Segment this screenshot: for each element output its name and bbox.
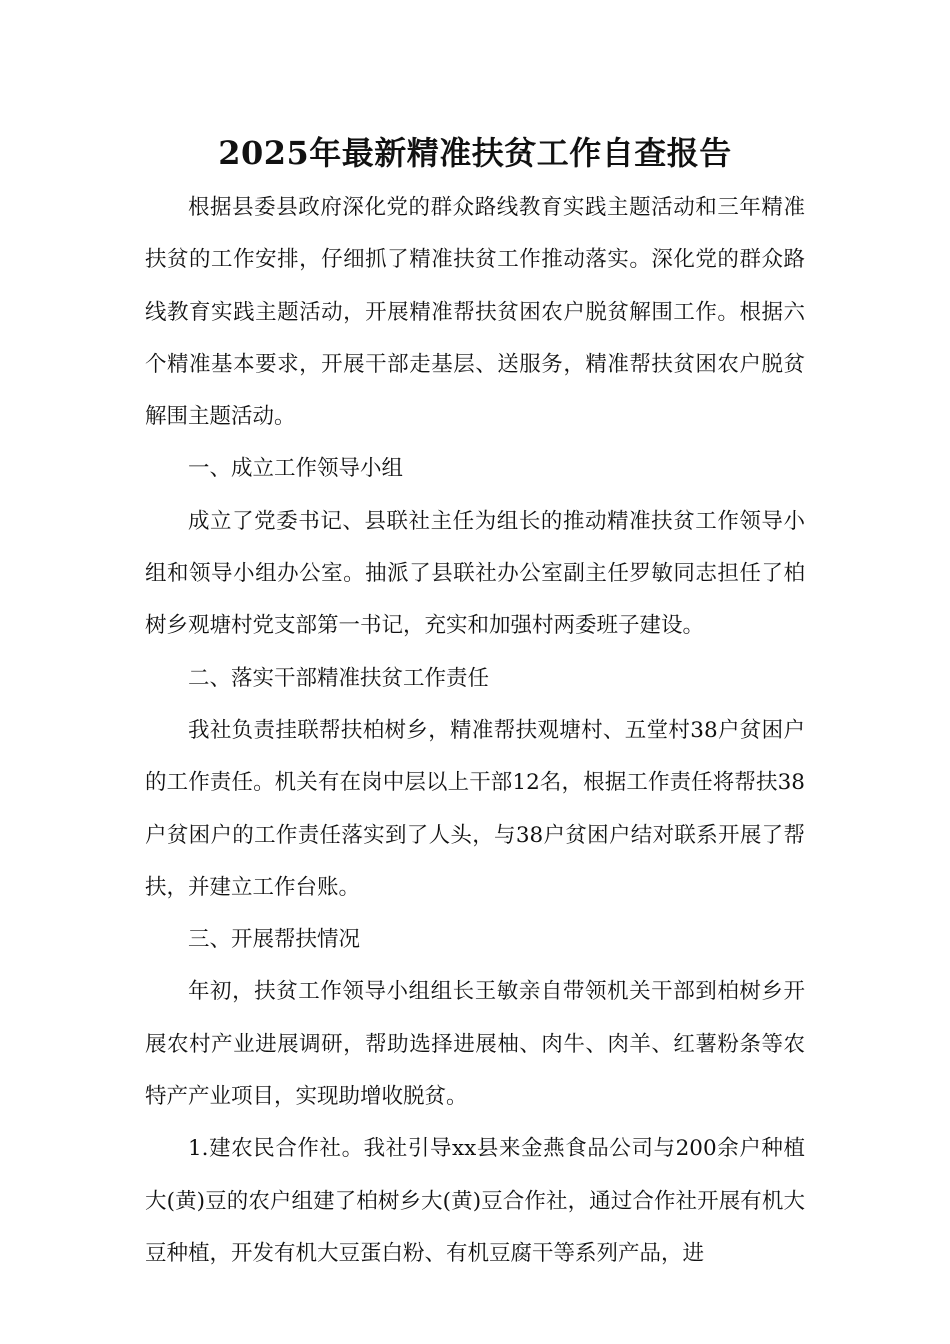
list-item-1: 1.建农民合作社。我社引导xx县来金燕食品公司与200余户种植大(黄)豆的农户组建了柏树乡大(黄)豆合作社，通过合作社开展有机大豆种植，开发有机大豆蛋白粉、有机豆腐干等系列产品，进 [145,1136,805,1266]
section-paragraph-1: 成立了党委书记、县联社主任为组长的推动精准扶贫工作领导小组和领导小组办公室。抽派了县联社办公室副主任罗敏同志担任了柏树乡观塘村党支部第一书记，充实和加强村两委班子建设。 [145,508,805,639]
section-paragraph-3: 年初，扶贫工作领导小组组长王敏亲自带领机关干部到柏树乡开展农村产业进展调研，帮助选择进展柚、肉牛、肉羊、红薯粉条等农特产产业项目，实现助增收脱贫。 [145,979,805,1110]
section-heading-2: 二、落实干部精准扶贫工作责任 [188,665,490,691]
section-heading-3: 三、开展帮扶情况 [188,927,361,953]
document-title: 2025年最新精准扶贫工作自查报告 [218,134,732,172]
document-page [145,128,805,1280]
section-paragraph-2: 我社负责挂联帮扶柏树乡，精准帮扶观塘村、五堂村38户贫困户的工作责任。机关有在岗中层以上干部12名，根据工作责任将帮扶38户贫困户的工作责任落实到了人头，与38户贫困户结对联系开展了帮扶，并建立工作台账。 [145,717,805,900]
section-heading-1: 一、成立工作领导小组 [188,456,404,482]
intro-paragraph: 根据县委县政府深化党的群众路线教育实践主题活动和三年精准扶贫的工作安排，仔细抓了精准扶贫工作推动落实。深化党的群众路线教育实践主题活动，开展精准帮扶贫困农户脱贫解围工作。根据六个精准基本要求，开展干部走基层、送服务，精准帮扶贫困农户脱贫解围主题活动。 [145,195,805,430]
